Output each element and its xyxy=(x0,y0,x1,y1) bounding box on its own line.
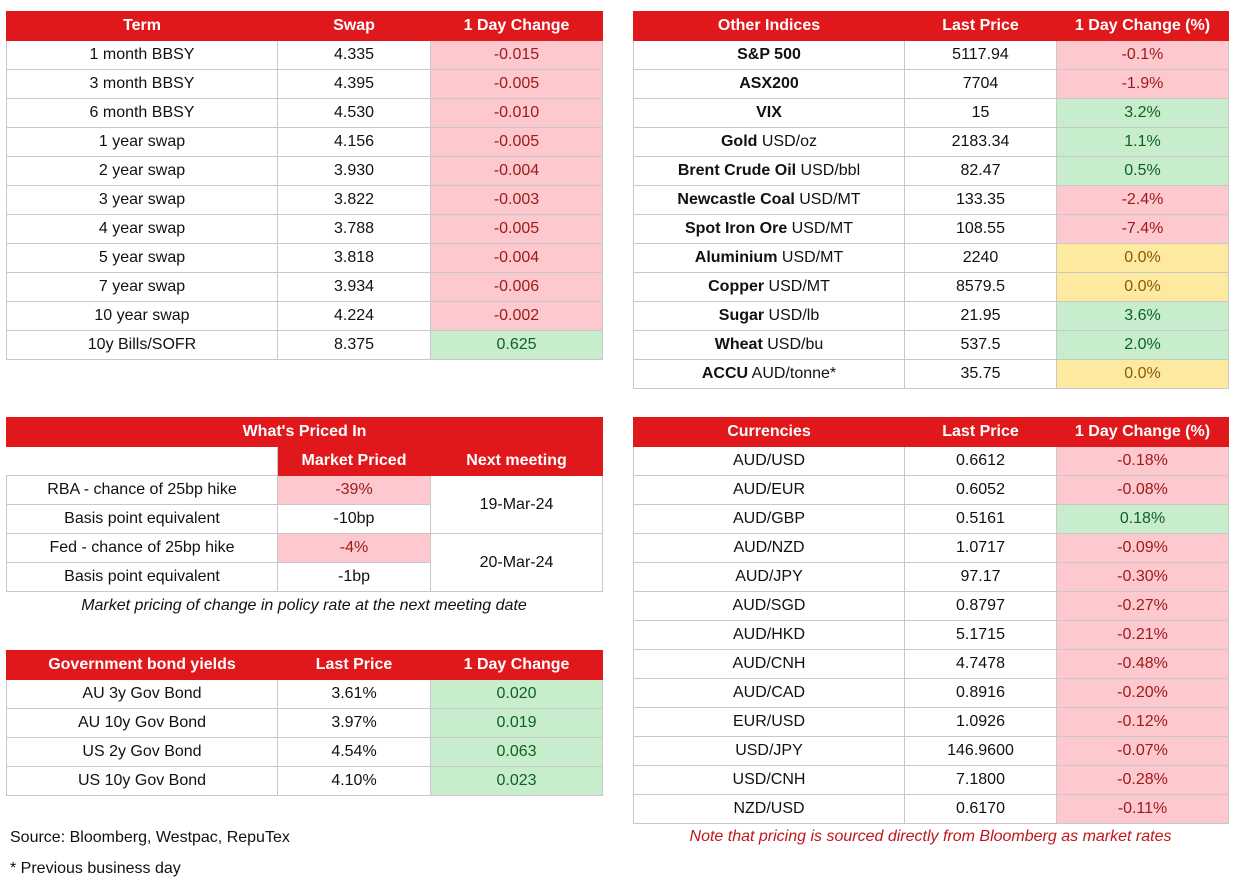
index-name-unit: USD/lb xyxy=(764,307,820,324)
swap-term: 1 month BBSY xyxy=(7,41,278,70)
swap-header-change: 1 Day Change xyxy=(431,12,603,41)
index-name xyxy=(634,302,905,331)
index-price: 537.5 xyxy=(905,331,1057,360)
currency-change: -0.08% xyxy=(1057,476,1229,505)
rba-value: -39% xyxy=(278,476,431,505)
bonds-header-change: 1 Day Change xyxy=(431,651,603,680)
index-change: -7.4% xyxy=(1057,215,1229,244)
currencies-header-price: Last Price xyxy=(905,418,1057,447)
index-name-unit: USD/MT xyxy=(777,249,844,266)
index-change: 0.0% xyxy=(1057,360,1229,389)
swap-change: -0.005 xyxy=(431,128,603,157)
table-row xyxy=(634,592,1229,621)
index-name xyxy=(634,244,905,273)
table-row xyxy=(7,186,603,215)
priced-in-header-next: Next meeting xyxy=(431,447,603,476)
index-name-name: ASX200 xyxy=(739,75,799,92)
currency-pair: AUD/USD xyxy=(634,447,905,476)
table-row xyxy=(634,99,1229,128)
index-price: 5117.94 xyxy=(905,41,1057,70)
table-row xyxy=(634,215,1229,244)
bond-name: AU 10y Gov Bond xyxy=(7,709,278,738)
table-row xyxy=(7,738,603,767)
bond-yields-table xyxy=(6,650,603,796)
index-name xyxy=(634,331,905,360)
fed-label: Fed - chance of 25bp hike xyxy=(7,534,278,563)
currency-change: -0.48% xyxy=(1057,650,1229,679)
rba-label: RBA - chance of 25bp hike xyxy=(7,476,278,505)
index-name-unit: AUD/tonne* xyxy=(748,365,837,382)
swap-change: -0.003 xyxy=(431,186,603,215)
currency-pair: AUD/CAD xyxy=(634,679,905,708)
index-change: 2.0% xyxy=(1057,331,1229,360)
indices-header-name: Other Indices xyxy=(634,12,905,41)
swap-header-term: Term xyxy=(7,12,278,41)
bond-price: 4.10% xyxy=(278,767,431,796)
table-row xyxy=(634,505,1229,534)
currencies-header-pair: Currencies xyxy=(634,418,905,447)
table-row xyxy=(7,70,603,99)
index-name xyxy=(634,273,905,302)
currency-pair: NZD/USD xyxy=(634,795,905,824)
swap-value: 3.934 xyxy=(278,273,431,302)
index-price: 82.47 xyxy=(905,157,1057,186)
bond-change: 0.023 xyxy=(431,767,603,796)
table-row xyxy=(634,360,1229,389)
index-name-unit: USD/MT xyxy=(787,220,853,237)
table-row xyxy=(634,534,1229,563)
fed-bp-value: -1bp xyxy=(278,563,431,592)
table-row xyxy=(634,186,1229,215)
swap-value: 4.395 xyxy=(278,70,431,99)
index-change: -2.4% xyxy=(1057,186,1229,215)
bonds-header-price: Last Price xyxy=(278,651,431,680)
index-price: 35.75 xyxy=(905,360,1057,389)
currency-change: -0.27% xyxy=(1057,592,1229,621)
indices-header-change: 1 Day Change (%) xyxy=(1057,12,1229,41)
currency-price: 1.0926 xyxy=(905,708,1057,737)
index-price: 133.35 xyxy=(905,186,1057,215)
currency-change: -0.09% xyxy=(1057,534,1229,563)
index-name xyxy=(634,99,905,128)
index-name xyxy=(634,128,905,157)
swap-term: 1 year swap xyxy=(7,128,278,157)
index-change: -0.1% xyxy=(1057,41,1229,70)
table-row xyxy=(7,99,603,128)
swap-term: 4 year swap xyxy=(7,215,278,244)
currency-pair: USD/CNH xyxy=(634,766,905,795)
currency-pair: AUD/NZD xyxy=(634,534,905,563)
swap-value: 3.822 xyxy=(278,186,431,215)
swap-change: -0.010 xyxy=(431,99,603,128)
currencies-note: Note that pricing is sourced directly from Bloomberg as market rates xyxy=(689,828,1172,845)
swap-change: 0.625 xyxy=(431,331,603,360)
table-row xyxy=(7,128,603,157)
currency-price: 5.1715 xyxy=(905,621,1057,650)
currency-price: 1.0717 xyxy=(905,534,1057,563)
currency-pair: AUD/EUR xyxy=(634,476,905,505)
table-row xyxy=(7,680,603,709)
bond-name: AU 3y Gov Bond xyxy=(7,680,278,709)
table-row xyxy=(634,795,1229,824)
index-name-unit: USD/bu xyxy=(762,336,824,353)
table-row xyxy=(634,650,1229,679)
bond-change: 0.019 xyxy=(431,709,603,738)
swap-term: 10 year swap xyxy=(7,302,278,331)
index-change: 1.1% xyxy=(1057,128,1229,157)
currency-change: -0.11% xyxy=(1057,795,1229,824)
index-name-name: Newcastle Coal xyxy=(677,191,795,208)
table-row xyxy=(7,302,603,331)
index-name-name: Spot Iron Ore xyxy=(684,220,788,237)
bond-price: 3.97% xyxy=(278,709,431,738)
swap-change: -0.005 xyxy=(431,215,603,244)
index-name xyxy=(634,215,905,244)
table-row xyxy=(634,563,1229,592)
index-name-name: Wheat xyxy=(714,336,763,353)
swap-table xyxy=(6,11,603,360)
index-price: 7704 xyxy=(905,70,1057,99)
index-name-name: VIX xyxy=(756,104,782,121)
index-price: 8579.5 xyxy=(905,273,1057,302)
fed-value: -4% xyxy=(278,534,431,563)
swap-value: 8.375 xyxy=(278,331,431,360)
priced-in-table xyxy=(6,417,603,592)
swap-value: 4.530 xyxy=(278,99,431,128)
swap-change: -0.004 xyxy=(431,157,603,186)
swap-value: 3.930 xyxy=(278,157,431,186)
index-name-unit: USD/oz xyxy=(757,133,817,150)
table-row xyxy=(634,708,1229,737)
currency-change: -0.30% xyxy=(1057,563,1229,592)
currency-pair: EUR/USD xyxy=(634,708,905,737)
table-row xyxy=(7,215,603,244)
index-change: 3.2% xyxy=(1057,99,1229,128)
index-price: 21.95 xyxy=(905,302,1057,331)
rba-bp-label: Basis point equivalent xyxy=(7,505,278,534)
rba-bp-value: -10bp xyxy=(278,505,431,534)
currency-pair: USD/JPY xyxy=(634,737,905,766)
currency-change: -0.20% xyxy=(1057,679,1229,708)
table-row xyxy=(7,41,603,70)
index-name-name: Copper xyxy=(708,278,765,295)
table-row xyxy=(634,476,1229,505)
index-change: -1.9% xyxy=(1057,70,1229,99)
bond-change: 0.020 xyxy=(431,680,603,709)
index-name-name: Gold xyxy=(720,133,758,150)
currencies-header-change: 1 Day Change (%) xyxy=(1057,418,1229,447)
currency-price: 0.6052 xyxy=(905,476,1057,505)
currency-change: -0.07% xyxy=(1057,737,1229,766)
index-name xyxy=(634,157,905,186)
indices-header-price: Last Price xyxy=(905,12,1057,41)
currency-price: 0.6612 xyxy=(905,447,1057,476)
bonds-header-name: Government bond yields xyxy=(7,651,278,680)
priced-in-blank-header xyxy=(7,447,278,476)
currency-price: 4.7478 xyxy=(905,650,1057,679)
fed-next-meeting: 20-Mar-24 xyxy=(431,534,603,592)
index-name-name: Brent Crude Oil xyxy=(677,162,797,179)
index-price: 2240 xyxy=(905,244,1057,273)
index-name-name: S&P 500 xyxy=(737,46,801,63)
swap-value: 3.788 xyxy=(278,215,431,244)
swap-term: 7 year swap xyxy=(7,273,278,302)
swap-term: 5 year swap xyxy=(7,244,278,273)
currency-price: 0.5161 xyxy=(905,505,1057,534)
index-name xyxy=(634,70,905,99)
index-change: 0.0% xyxy=(1057,244,1229,273)
currency-pair: AUD/GBP xyxy=(634,505,905,534)
index-change: 3.6% xyxy=(1057,302,1229,331)
table-row xyxy=(634,737,1229,766)
index-name xyxy=(634,41,905,70)
index-name-unit: USD/MT xyxy=(794,191,861,208)
swap-term: 2 year swap xyxy=(7,157,278,186)
swap-term: 10y Bills/SOFR xyxy=(7,331,278,360)
index-name-name: ACCU xyxy=(701,365,749,382)
currency-change: -0.18% xyxy=(1057,447,1229,476)
swap-value: 4.335 xyxy=(278,41,431,70)
swap-term: 3 month BBSY xyxy=(7,70,278,99)
currency-pair: AUD/SGD xyxy=(634,592,905,621)
swap-change: -0.005 xyxy=(431,70,603,99)
index-name-unit: USD/MT xyxy=(764,278,830,295)
table-row xyxy=(7,273,603,302)
currency-change: -0.28% xyxy=(1057,766,1229,795)
table-row xyxy=(634,273,1229,302)
index-price: 15 xyxy=(905,99,1057,128)
swap-value: 4.224 xyxy=(278,302,431,331)
other-indices-table xyxy=(633,11,1229,389)
priced-in-header-market: Market Priced xyxy=(278,447,431,476)
table-row xyxy=(634,41,1229,70)
priced-in-note: Market pricing of change in policy rate at the next meeting date xyxy=(81,597,527,614)
bond-price: 4.54% xyxy=(278,738,431,767)
swap-change: -0.002 xyxy=(431,302,603,331)
source-text: Source: Bloomberg, Westpac, RepuTex xyxy=(10,829,290,846)
currency-price: 146.9600 xyxy=(905,737,1057,766)
table-row xyxy=(634,679,1229,708)
table-row xyxy=(634,447,1229,476)
swap-value: 3.818 xyxy=(278,244,431,273)
footnote-text: * Previous business day xyxy=(10,860,181,877)
index-price: 108.55 xyxy=(905,215,1057,244)
table-row xyxy=(7,767,603,796)
swap-term: 6 month BBSY xyxy=(7,99,278,128)
bond-price: 3.61% xyxy=(278,680,431,709)
table-row xyxy=(634,157,1229,186)
table-row xyxy=(634,244,1229,273)
index-price: 2183.34 xyxy=(905,128,1057,157)
swap-value: 4.156 xyxy=(278,128,431,157)
currency-pair: AUD/CNH xyxy=(634,650,905,679)
currency-price: 7.1800 xyxy=(905,766,1057,795)
table-row xyxy=(7,709,603,738)
index-name xyxy=(634,360,905,389)
index-name xyxy=(634,186,905,215)
table-row xyxy=(7,244,603,273)
swap-change: -0.006 xyxy=(431,273,603,302)
table-row xyxy=(634,621,1229,650)
fed-bp-label: Basis point equivalent xyxy=(7,563,278,592)
rba-next-meeting: 19-Mar-24 xyxy=(431,476,603,534)
swap-change: -0.004 xyxy=(431,244,603,273)
index-name-name: Aluminium xyxy=(694,249,778,266)
swap-term: 3 year swap xyxy=(7,186,278,215)
currency-change: -0.21% xyxy=(1057,621,1229,650)
table-row xyxy=(634,70,1229,99)
table-row xyxy=(634,128,1229,157)
currency-pair: AUD/JPY xyxy=(634,563,905,592)
table-row xyxy=(634,302,1229,331)
priced-in-title: What's Priced In xyxy=(7,418,603,447)
currency-price: 0.8916 xyxy=(905,679,1057,708)
bond-name: US 2y Gov Bond xyxy=(7,738,278,767)
index-name-name: Sugar xyxy=(718,307,765,324)
currency-change: -0.12% xyxy=(1057,708,1229,737)
index-change: 0.5% xyxy=(1057,157,1229,186)
bond-name: US 10y Gov Bond xyxy=(7,767,278,796)
currency-change: 0.18% xyxy=(1057,505,1229,534)
currency-pair: AUD/HKD xyxy=(634,621,905,650)
table-row xyxy=(7,157,603,186)
swap-change: -0.015 xyxy=(431,41,603,70)
table-row xyxy=(634,766,1229,795)
index-change: 0.0% xyxy=(1057,273,1229,302)
index-name-unit: USD/bbl xyxy=(796,162,861,179)
currency-price: 0.6170 xyxy=(905,795,1057,824)
swap-header-swap: Swap xyxy=(278,12,431,41)
currencies-table xyxy=(633,417,1229,824)
table-row xyxy=(7,331,603,360)
currency-price: 97.17 xyxy=(905,563,1057,592)
table-row xyxy=(634,331,1229,360)
currency-price: 0.8797 xyxy=(905,592,1057,621)
bond-change: 0.063 xyxy=(431,738,603,767)
